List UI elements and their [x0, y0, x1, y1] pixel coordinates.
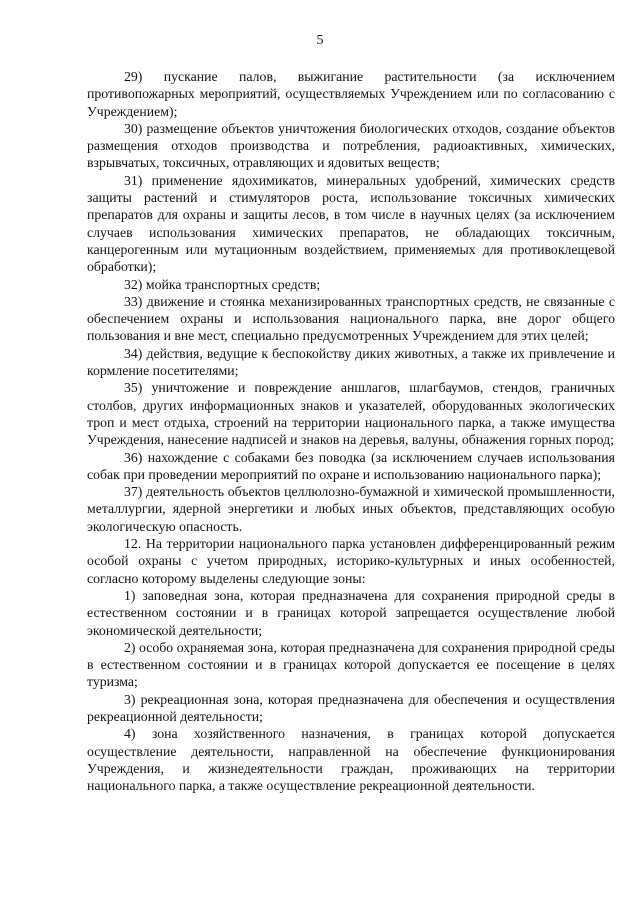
paragraph-zone-1: 1) заповедная зона, которая предназначена для сохранения природной среды в естественном состоянии и в границах которой запрещается осуществление любой экономической деятельности;	[87, 587, 615, 638]
paragraph-item-29: 29) пускание палов, выжигание растительности (за исключением противопожарных мероприятий, осуществляемых Учреждением или по согласованию с Учреждением);	[87, 69, 615, 119]
page-number: 5	[316, 33, 324, 48]
paragraph-zone-3: 3) рекреационная зона, которая предназначена для обеспечения и осуществления рекреационной деятельности;	[87, 691, 615, 724]
paragraph-item-34: 34) действия, ведущие к беспокойству диких животных, а также их привлечение и кормление посетителями;	[87, 345, 615, 379]
paragraph-item-32: 32) мойка транспортных средств;	[124, 276, 321, 292]
paragraph-item-35: 35) уничтожение и повреждение аншлагов, шлагбаумов, стендов, граничных столбов, других информационных знаков и указателей, оборудованных экологических троп и мест отдыха, строений на территории национального парка, а также имущества Учреждения, нанесение надписей и знаков на деревья, валуны, обнажения горных пород;	[87, 380, 615, 448]
paragraph-zone-2: 2) особо охраняемая зона, которая предназначена для сохранения природной среды в естественном состоянии и в границах которой допускается ее посещение в целях туризма;	[87, 639, 615, 690]
paragraph-item-37: 37) деятельность объектов целлюлозно-бумажной и химической промышленности, металлургии, ядерной энергетики и любых иных объектов, представляющих особую экологическую опасность.	[87, 484, 615, 534]
paragraph-section-12: 12. На территории национального парка установлен дифференцированный режим особой охраны с учетом природных, историко-культурных и иных особенностей, согласно которому выделены следующие зоны:	[87, 536, 615, 586]
paragraph-item-33: 33) движение и стоянка механизированных транспортных средств, не связанные с обеспечением охраны и использования национального парка, вне дорог общего пользования и вне мест, специально предусмотренных Учреждением для этих целей;	[87, 293, 615, 344]
paragraph-zone-4: 4) зона хозяйственного назначения, в границах которой допускается осуществление деятельности, направленной на обеспечение функционирования Учреждения, и жизнедеятельности граждан, проживающих на территории национального парка, а также осуществление рекреационной деятельности.	[87, 726, 615, 794]
paragraph-item-31: 31) применение ядохимикатов, минеральных удобрений, химических средств защиты растений и стимуляторов роста, использование токсичных химических препаратов для охраны и защиты лесов, в том числе в научных целях (за исключением случаев использования химических препаратов, не обладающих токсичным, канцерогенным или мутационным воздействием, применяемых для противоклещевой обработки);	[87, 172, 615, 275]
paragraph-item-30: 30) размещение объектов уничтожения биологических отходов, создание объектов размещения отходов производства и потребления, радиоактивных, химических, взрывчатых, токсичных, отравляющих и ядовитых веществ;	[87, 120, 615, 171]
paragraph-item-36: 36) нахождение с собаками без поводка (за исключением случаев использования собак при проведении мероприятий по охране и использованию национального парка);	[87, 449, 615, 482]
document-body	[87, 68, 615, 794]
